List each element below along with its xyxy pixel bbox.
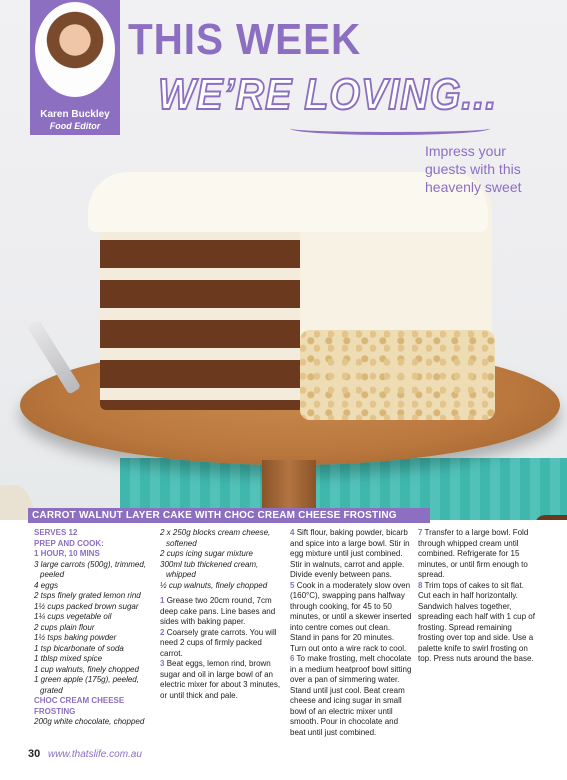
ingredient: 2 tsps finely grated lemon rind	[34, 591, 141, 600]
serves: SERVES 12	[34, 528, 78, 537]
footer-url[interactable]: www.thatslife.com.au	[48, 749, 142, 760]
recipe-title: CARROT WALNUT LAYER CAKE WITH CHOC CREAM CHEESE FROSTING	[28, 508, 430, 523]
prep-time: 1 HOUR, 10 MINS	[34, 549, 100, 558]
avatar	[35, 2, 115, 97]
page-title: THIS WEEK	[128, 15, 362, 64]
recipe-column-4	[418, 528, 536, 665]
method-step: 8 Trim tops of cakes to sit flat. Cut each in half horizontally. Sandwich halves together, spreading each half with 1 cup of frosting. Spread remaining frosting over top and side. Use a palette knife to swirl frosting on top. Press nuts around the base.	[418, 580, 535, 663]
editor-role: Food Editor	[49, 121, 101, 131]
frosting-heading: CHOC CREAM CHEESE FROSTING	[34, 696, 125, 716]
ingredient: 1 tsp bicarbonate of soda	[34, 643, 124, 653]
method-step: 5 Cook in a moderately slow oven (160°C), swapping pans halfway through cooking, for 45 to 50 minutes, or until a skewer inserted into centre comes out clean. Stand in pans for 20 minutes. Turn out onto a wire rack to cool.	[290, 580, 412, 653]
ingredient: 3 large carrots (500g), trimmed, peeled	[34, 559, 147, 579]
method-step: 3 Beat eggs, lemon rind, brown sugar and oil in large bowl of an electric mixer for about 3 minutes, or until thick and pale.	[160, 659, 281, 700]
intro-text: Impress your guests with this heavenly sweet	[425, 143, 522, 195]
walnut-crumb	[300, 330, 495, 420]
ingredient: 2 x 250g blocks cream cheese, softened	[160, 528, 271, 548]
ingredient: 1½ tsps baking powder	[34, 633, 117, 642]
method-step: 7 Transfer to a large bowl. Fold through whipped cream until combined. Refrigerate for 15 minutes, or until firm enough to spread.	[418, 528, 529, 579]
ingredient: 1½ cups packed brown sugar	[34, 601, 139, 611]
editor-name: Karen Buckley	[40, 109, 110, 120]
recipe-column-3	[290, 528, 412, 738]
ingredient: 4 eggs	[34, 580, 59, 590]
page-number: 30	[28, 748, 41, 760]
page-subtitle: WE’RE LOVING...	[158, 70, 498, 119]
ingredient: ½ cup walnuts, finely chopped	[160, 580, 268, 590]
ingredient: 2 cups plain flour	[34, 622, 95, 632]
recipe-column-2	[160, 528, 284, 701]
method-step: 1 Grease two 20cm round, 7cm deep cake pans. Line bases and sides with baking paper.	[160, 596, 276, 626]
ingredient: 200g white chocolate, chopped	[34, 717, 145, 726]
method-step: 6 To make frosting, melt chocolate in a medium heatproof bowl sitting over a pan of simmering water. Stand until just cool. Beat cream cheese and icing sugar in small bowl of an electric mixer until smooth. Pour in chocolate and beat until just combined.	[290, 654, 412, 737]
prep-label: PREP AND COOK:	[34, 538, 104, 548]
title-underline	[290, 122, 490, 135]
ingredient: 300ml tub thickened cream, whipped	[160, 559, 259, 579]
cake-edge	[535, 515, 567, 520]
method-step: 4 Sift flour, baking powder, bicarb and spice into a large bowl. Stir in egg mixture until just combined. Stir in walnuts, carrot and apple. Divide evenly between pans.	[290, 528, 410, 579]
ingredient: 2 cups icing sugar mixture	[160, 549, 253, 558]
recipe-column-1	[34, 528, 156, 728]
ingredient: 1 tblsp mixed spice	[34, 654, 103, 663]
ingredient: 1¼ cups vegetable oil	[34, 612, 112, 621]
method-step: 2 Coarsely grate carrots. You will need 2 cups of firmly packed carrot.	[160, 627, 277, 658]
ingredient: 1 cup walnuts, finely chopped	[34, 664, 139, 674]
ingredient: 1 green apple (175g), peeled, grated	[34, 675, 139, 695]
